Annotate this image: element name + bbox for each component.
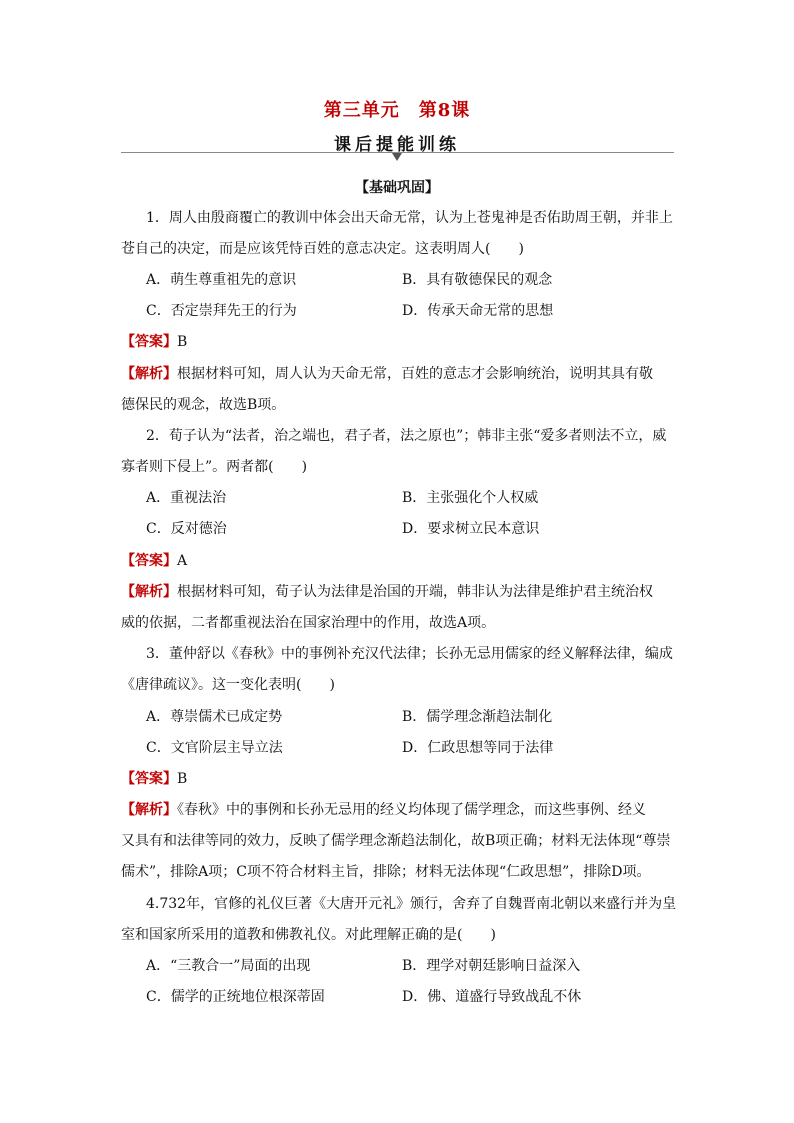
answer-value: B [177, 334, 188, 350]
answer-tag: 【答案】 [121, 771, 177, 787]
unit-title: 第三单元 第8课 [323, 100, 471, 121]
question-1-option-d: D．传承天命无常的思想 [402, 303, 554, 319]
question-3-stem-line-2: 《唐律疏议》。这一变化表明( ) [121, 677, 335, 693]
analysis-text: 根据材料可知，周人认为天命无常，百姓的意志才会影响统治，说明其具有敬 [177, 366, 653, 382]
lesson-subtitle: 课后提能训练 [334, 135, 460, 155]
question-2-analysis-line-1 [121, 582, 653, 602]
question-1-option-b: B．具有敬德保民的观念 [402, 272, 553, 288]
question-2-option-c: C．反对德治 [146, 521, 227, 537]
analysis-tag: 【解析】 [121, 366, 177, 382]
question-3-option-a: A．尊崇儒术已成定势 [146, 709, 283, 725]
question-1-answer [121, 332, 187, 352]
question-3-analysis-line-1 [121, 800, 646, 820]
question-4-stem-line-2: 室和国家所采用的道教和佛教礼仪。对此理解正确的是( ) [121, 927, 496, 943]
answer-value: B [177, 771, 188, 787]
question-2-stem-line-1: 2．荀子认为“法者，治之端也，君子者，法之原也”；韩非主张“爱多者则法不立，威 [146, 428, 667, 444]
analysis-text: 根据材料可知，荀子认为法律是治国的开端，韩非认为法律是维护君主统治权 [177, 584, 653, 600]
question-2-answer [121, 551, 187, 571]
question-3-analysis-line-2: 又具有和法律等同的效力，反映了儒学理念渐趋法制化，故B项正确；材料无法体现“尊崇 [121, 833, 671, 849]
question-4-stem-line-1: 4.732年，官修的礼仪巨著《大唐开元礼》颁行，舍弃了自魏晋南北朝以来盛行并为皇 [146, 896, 677, 912]
question-3-option-c: C．文官阶层主导立法 [146, 740, 283, 756]
analysis-tag: 【解析】 [121, 584, 177, 600]
question-3-answer [121, 769, 187, 789]
question-1-analysis-line-1 [121, 364, 653, 384]
question-1-analysis-line-2: 德保民的观念，故选B项。 [121, 397, 286, 413]
question-2-option-b: B．主张强化个人权威 [402, 490, 539, 506]
analysis-tag: 【解析】 [121, 802, 177, 818]
question-4-option-d: D．佛、道盛行导致战乱不休 [402, 989, 582, 1005]
answer-value: A [177, 553, 188, 569]
question-4-option-a: A．“三教合一”局面的出现 [146, 958, 311, 974]
question-3-analysis-line-3: 儒术”，排除A项；C项不符合材料主旨，排除；材料无法体现“仁政思想”，排除D项。 [121, 864, 651, 880]
question-1-stem-line-2: 苍自己的决定，而是应该凭恃百姓的意志决定。这表明周人( ) [121, 241, 524, 257]
question-3-stem-line-1: 3．董仲舒以《春秋》中的事例补充汉代法律；长孙无忌用儒家的经义解释法律，编成 [146, 646, 673, 662]
question-1-option-a: A．萌生尊重祖先的意识 [146, 272, 297, 288]
question-3-option-b: B．儒学理念渐趋法制化 [402, 709, 553, 725]
question-4-option-b: B．理学对朝廷影响日益深入 [402, 958, 581, 974]
question-1-option-c: C．否定崇拜先王的行为 [146, 303, 297, 319]
question-2-analysis-line-2: 威的依据，二者都重视法治在国家治理中的作用，故选A项。 [121, 615, 496, 631]
triangle-marker-icon [392, 153, 402, 161]
answer-tag: 【答案】 [121, 334, 177, 350]
question-2-option-a: A．重视法治 [146, 490, 227, 506]
question-3-option-d: D．仁政思想等同于法律 [402, 740, 554, 756]
question-2-option-d: D．要求树立民本意识 [402, 521, 540, 537]
analysis-text: 《春秋》中的事例和长孙无忌用的经义均体现了儒学理念，而这些事例、经义 [177, 802, 646, 818]
question-2-stem-line-2: 寡者则下侵上”。两者都( ) [121, 459, 308, 475]
answer-tag: 【答案】 [121, 553, 177, 569]
question-1-stem-line-1: 1．周人由殷商覆亡的教训中体会出天命无常，认为上苍鬼神是否佑助周王朝，并非上 [146, 210, 673, 226]
question-4-option-c: C．儒学的正统地位根深蒂固 [146, 989, 325, 1005]
section-heading: 【基础巩固】 [355, 180, 439, 196]
